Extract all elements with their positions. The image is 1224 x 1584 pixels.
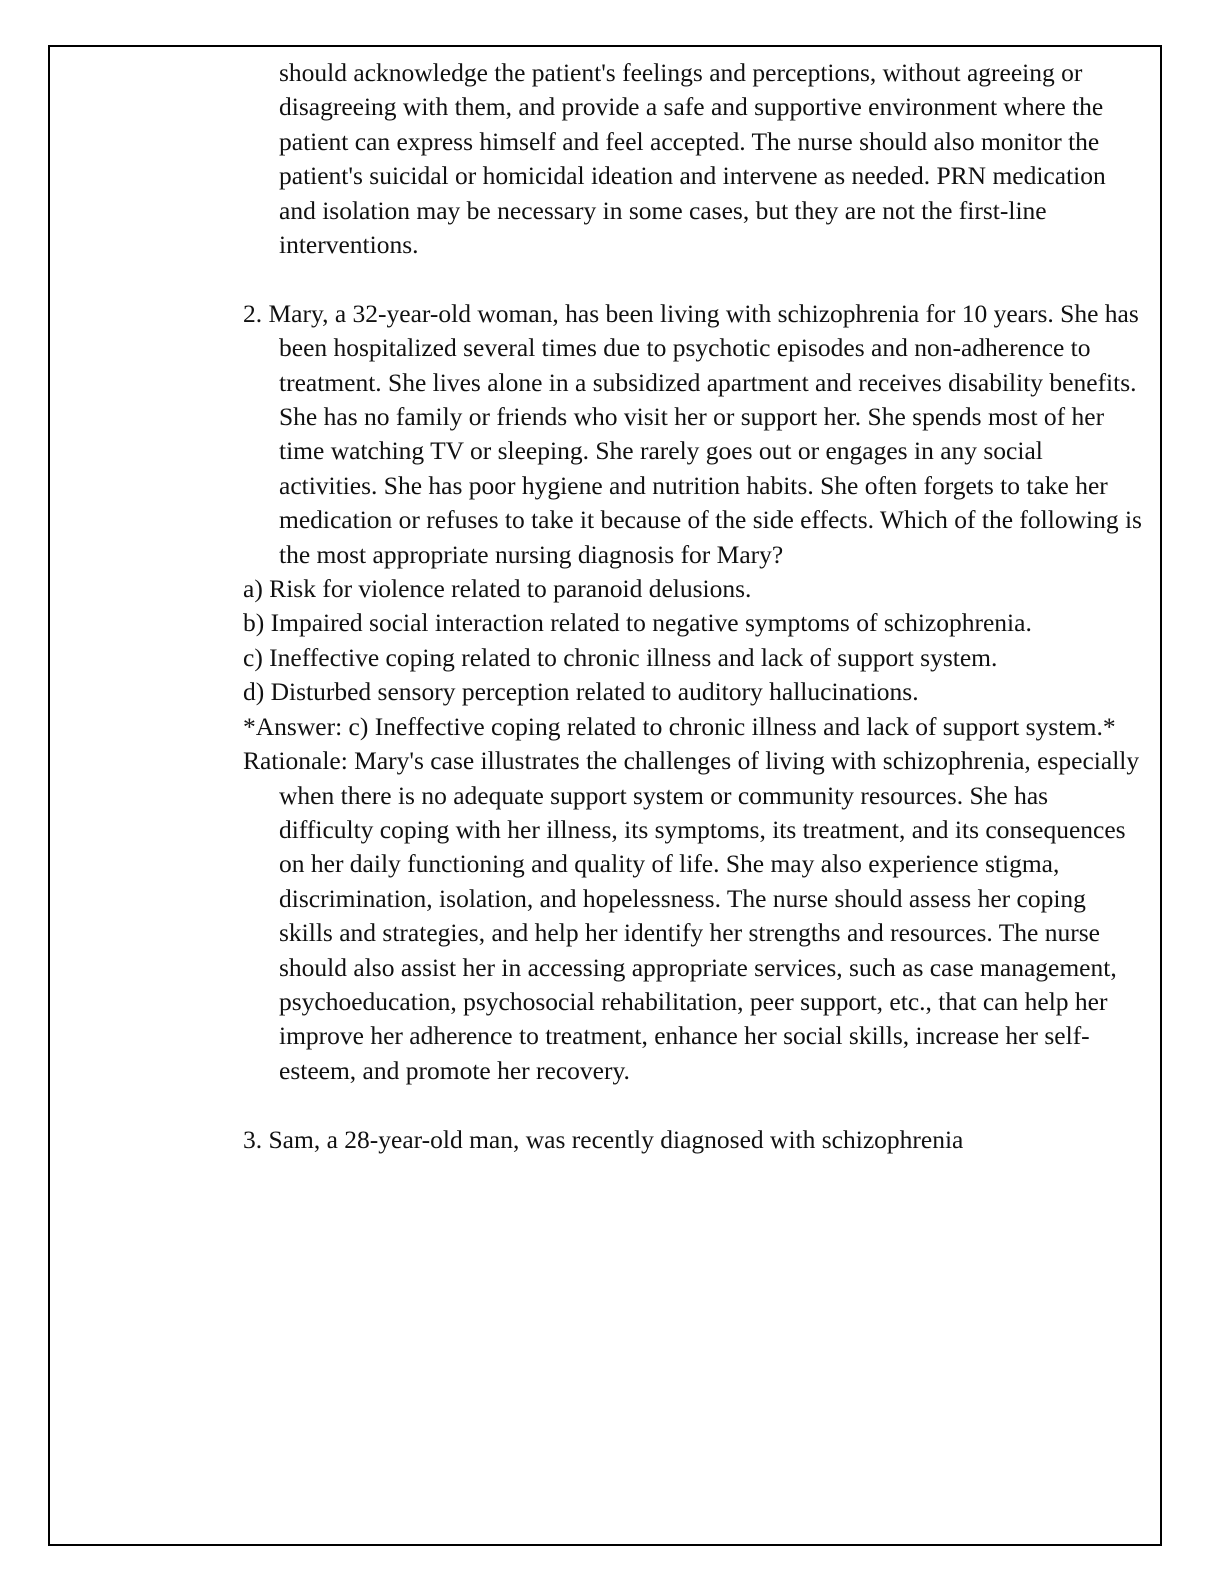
question-2-option-c: c) Ineffective coping related to chronic illness and lack of support system. — [243, 642, 998, 672]
question-2-answer: *Answer: c) Ineffective coping related to chronic illness and lack of support system.* — [243, 711, 1116, 741]
question-2-option-a: a) Risk for violence related to paranoid delusions. — [243, 574, 752, 604]
question-2-option-d: d) Disturbed sensory perception related to auditory hallucinations. — [243, 677, 919, 707]
question-2-rationale: Rationale: Mary's case illustrates the challenges of living with schizophrenia, especially when there is no adequate support system or community resources. She has difficulty coping with her illness, its symptoms, its treatment, and its consequences on her daily functioning and quality of life. She may also experience stigma, discrimination, isolation, and hopelessness. The nurse should assess her coping skills and strategies, and help her identify her strengths and resources. The nurse should also assist her in accessing appropriate services, such as case management, psychoeducation, psychosocial rehabilitation, peer support, etc., that can help her improve her adherence to treatment, enhance her social skills, increase her self-esteem, and promote her recovery. — [243, 746, 1140, 1085]
paragraph-gap — [243, 1088, 1143, 1122]
previous-rationale-continuation: should acknowledge the patient's feelings and perceptions, without agreeing or disagreeing with them, and provide a safe and supportive environment where the patient can express himself and feel accepted. The nurse should also monitor the patient's suicidal or homicidal ideation and intervene as needed. PRN medication and isolation may be necessary in some cases, but they are not the first-line interventions. — [279, 58, 1106, 260]
document-body — [243, 56, 1143, 1157]
question-2-option-b: b) Impaired social interaction related to negative symptoms of schizophrenia. — [243, 608, 1032, 638]
question-2-stem: 2. Mary, a 32-year-old woman, has been living with schizophrenia for 10 years. She has been hospitalized several times due to psychotic episodes and non-adherence to treatment. She lives alone in a subsidized apartment and receives disability benefits. She has no family or friends who visit her or support her. She spends most of her time watching TV or sleeping. She rarely goes out or engages in any social activities. She has poor hygiene and nutrition habits. She often forgets to take her medication or refuses to take it because of the side effects. Which of the following is the most appropriate nursing diagnosis for Mary? — [243, 298, 1142, 569]
paragraph-gap — [243, 262, 1143, 296]
question-3-stem: 3. Sam, a 28-year-old man, was recently diagnosed with schizophrenia — [243, 1124, 964, 1154]
